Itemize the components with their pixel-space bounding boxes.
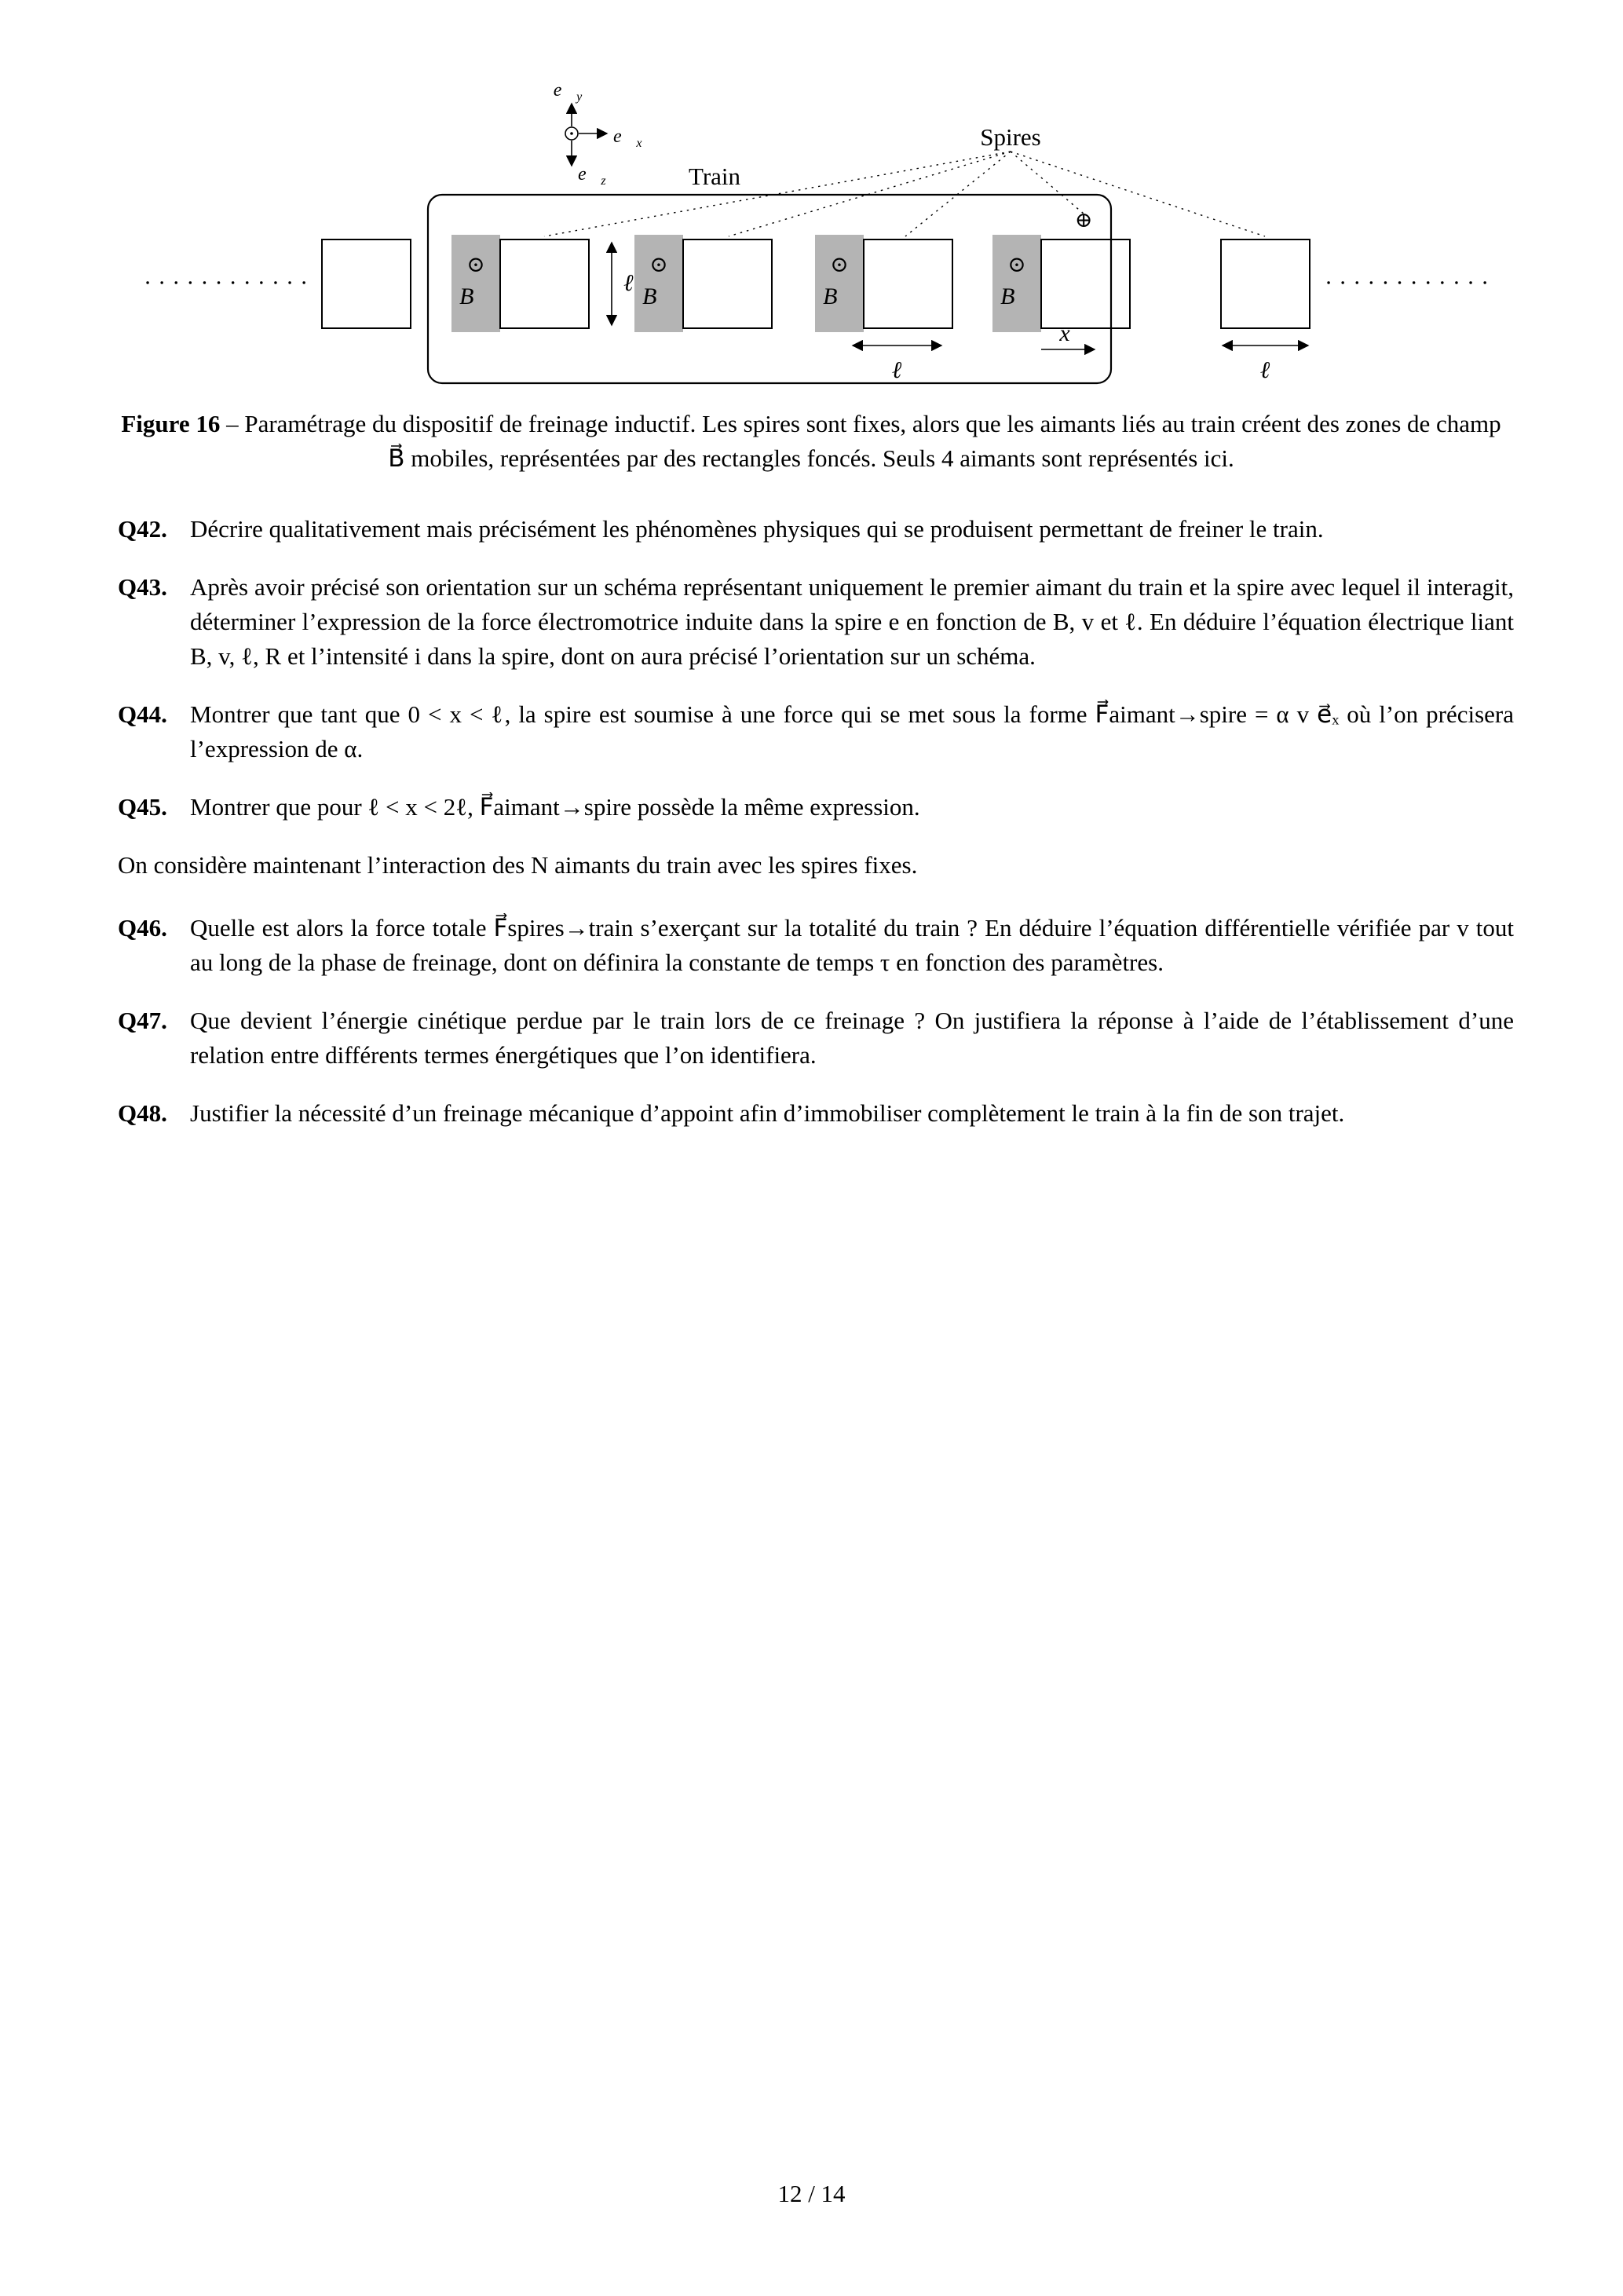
question-text: Après avoir précisé son orientation sur un schéma représentant uniquement le premier aimant du train et la spire avec lequel il interagit, déterminer l’expression de la force électromotrice induite dans la spire e en fonction de B, v et ℓ. En déduire l’équation électrique liant B, v, ℓ, R et l’intensité i dans la spire, dont on aura précisé l’orientation sur un schéma. bbox=[190, 573, 1514, 670]
field-out-symbol: ⊙ bbox=[649, 253, 668, 277]
field-label: B⃗ bbox=[642, 283, 675, 309]
question-q43 bbox=[118, 570, 1514, 674]
ex-axis-label: $e⃗_x$ bbox=[613, 126, 642, 150]
magnet-and-spire-group bbox=[815, 235, 952, 332]
field-label: B⃗ bbox=[1000, 283, 1033, 309]
current-direction-symbol: ⊕ bbox=[1074, 208, 1093, 232]
field-label: B⃗ bbox=[823, 283, 856, 309]
figure-16-diagram bbox=[110, 69, 1523, 407]
question-number: Q43. bbox=[118, 573, 167, 601]
axes-origin-dot bbox=[570, 132, 573, 135]
question-q47 bbox=[118, 1004, 1514, 1073]
question-number: Q47. bbox=[118, 1007, 167, 1034]
question-number: Q44. bbox=[118, 700, 167, 728]
magnet-and-spire-group bbox=[992, 235, 1130, 332]
question-text: Que devient l’énergie cinétique perdue par le train lors de ce freinage ? On justifiera la réponse à l’aide de l’établissement d’une relation entre différents termes énergétiques que l’on identifiera. bbox=[190, 1007, 1514, 1069]
figure-caption bbox=[119, 407, 1503, 476]
spire-square bbox=[500, 239, 589, 328]
question-q44 bbox=[118, 697, 1514, 766]
question-text: Justifier la nécessité d’un freinage mécanique d’appoint afin d’immobiliser complètement le train à la fin de son trajet. bbox=[190, 1099, 1345, 1127]
ell-right-label: ℓ bbox=[1259, 357, 1270, 383]
question-q48 bbox=[118, 1096, 1514, 1131]
spire-square bbox=[1041, 239, 1130, 328]
ey-axis-label: $e⃗_y$ bbox=[553, 80, 583, 104]
magnet-and-spire-group bbox=[451, 235, 589, 332]
figure-caption-text: Paramétrage du dispositif de freinage inductif. Les spires sont fixes, alors que les aimants liés au train créent des zones de champ B⃗ mobiles, représentées par des rectangles foncés. Seuls 4 aimants sont représentés ici. bbox=[244, 410, 1501, 472]
ell-vertical-label: ℓ bbox=[623, 270, 634, 296]
question-q46 bbox=[118, 911, 1514, 980]
spires-label: Spires bbox=[980, 123, 1041, 151]
spire-square bbox=[1221, 239, 1310, 328]
train-label: Train bbox=[688, 163, 741, 190]
spire-square bbox=[322, 239, 411, 328]
question-text: Montrer que pour ℓ < x < 2ℓ, F⃗aimant→spire possède la même expression. bbox=[190, 793, 920, 821]
field-out-symbol: ⊙ bbox=[1007, 253, 1026, 277]
coordinate-axes bbox=[565, 104, 607, 166]
question-text: Quelle est alors la force totale F⃗spires→train s’exerçant sur la totalité du train ? En déduire l’équation différentielle vérifiée par v tout au long de la phase de freinage, dont on définira la constante de temps τ en fonction des paramètres. bbox=[190, 914, 1514, 976]
magnet-and-spire-group bbox=[634, 235, 772, 332]
questions-section bbox=[118, 512, 1514, 1154]
x-arrow-label: x bbox=[1059, 320, 1070, 346]
field-label: B⃗ bbox=[459, 283, 492, 309]
spire-square bbox=[683, 239, 772, 328]
figure-caption-dash: – bbox=[220, 410, 245, 437]
spires-pointer-line bbox=[1011, 152, 1084, 214]
figure-caption-label: Figure 16 bbox=[121, 410, 221, 437]
page-number: 12 / 14 bbox=[777, 2180, 846, 2207]
question-number: Q45. bbox=[118, 793, 167, 821]
field-out-symbol: ⊙ bbox=[466, 253, 485, 277]
question-number: Q46. bbox=[118, 914, 167, 941]
question-text: Décrire qualitativement mais précisément les phénomènes physiques qui se produisent permettant de freiner le train. bbox=[190, 515, 1324, 543]
interlude-paragraph: On considère maintenant l’interaction des N aimants du train avec les spires fixes. bbox=[118, 851, 918, 879]
question-q42 bbox=[118, 512, 1514, 547]
field-out-symbol: ⊙ bbox=[830, 253, 849, 277]
question-text: Montrer que tant que 0 < x < ℓ, la spire est soumise à une force qui se met sous la forme F⃗aimant→spire = α v e⃗ₓ où l’on précisera l’expression de α. bbox=[190, 700, 1514, 762]
question-number: Q48. bbox=[118, 1099, 167, 1127]
ez-axis-label: $e⃗_z$ bbox=[578, 164, 606, 188]
question-number: Q42. bbox=[118, 515, 167, 543]
question-q45 bbox=[118, 790, 1514, 824]
spire-square bbox=[864, 239, 952, 328]
ell-horizontal-label: ℓ bbox=[891, 357, 902, 383]
